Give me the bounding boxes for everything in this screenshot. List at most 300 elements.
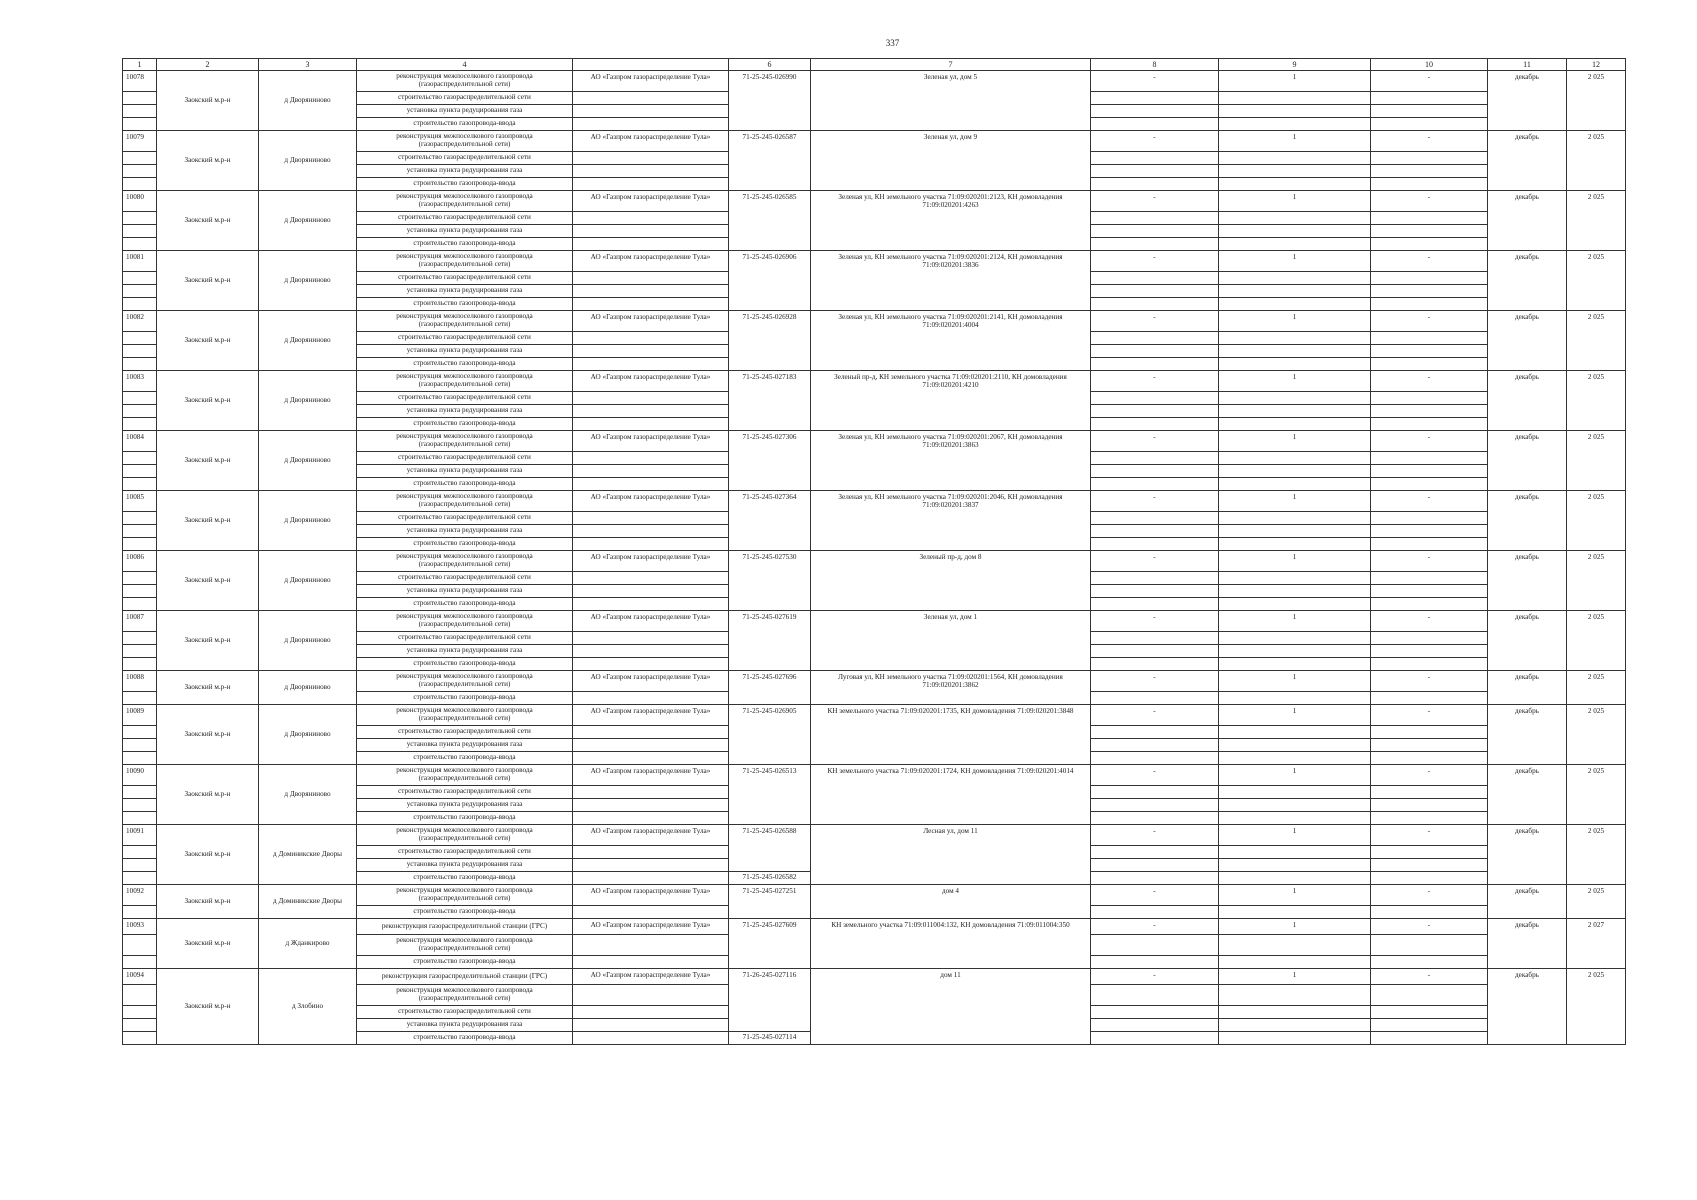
object-code-cell: 71-25-245-026588: [729, 825, 811, 872]
empty-cell: [1219, 692, 1371, 705]
month-cell: декабрь: [1488, 671, 1567, 705]
work-type-cell: установка пункта редуцирования газа: [357, 525, 573, 538]
empty-cell: [573, 786, 729, 799]
empty-cell: [573, 598, 729, 611]
col-header: 4: [357, 59, 573, 71]
empty-cell: [573, 632, 729, 645]
work-type-cell: реконструкция межпоселкового газопровода (газораспределительной сети): [357, 71, 573, 92]
record-row: [123, 969, 1626, 985]
record-row: [123, 705, 1626, 726]
work-type-cell: строительство газопровода-ввода: [357, 692, 573, 705]
org-cell: АО «Газпром газораспределение Тула»: [573, 491, 729, 512]
empty-cell: [573, 345, 729, 358]
empty-cell: [1219, 298, 1371, 311]
empty-cell: [1371, 152, 1488, 165]
empty-cell: [573, 572, 729, 585]
record-id: 10091: [123, 825, 157, 846]
year-cell: 2 025: [1567, 131, 1626, 191]
object-code-cell: 71-25-245-026906: [729, 251, 811, 311]
empty-cell: [1091, 405, 1219, 418]
district-cell: Заокский м.р-н: [157, 885, 259, 919]
empty-cell: [123, 632, 157, 645]
empty-cell: [1091, 512, 1219, 525]
empty-cell: [573, 118, 729, 131]
empty-cell: [1091, 538, 1219, 551]
record-id: 10084: [123, 431, 157, 452]
district-cell: Заокский м.р-н: [157, 251, 259, 311]
object-code-cell-2: 71-25-245-026582: [729, 872, 811, 885]
empty-cell: [1091, 452, 1219, 465]
empty-cell: [123, 859, 157, 872]
empty-cell: [1219, 358, 1371, 371]
year-cell: 2 025: [1567, 191, 1626, 251]
col10-dash: -: [1371, 191, 1488, 212]
empty-cell: [573, 692, 729, 705]
column-number-row: [123, 59, 1626, 71]
work-type-cell: строительство газораспределительной сети: [357, 452, 573, 465]
month-cell: декабрь: [1488, 311, 1567, 371]
org-cell: АО «Газпром газораспределение Тула»: [573, 611, 729, 632]
record-row: [123, 919, 1626, 935]
record-id: 10083: [123, 371, 157, 392]
work-type-cell: строительство газопровода-ввода: [357, 418, 573, 431]
village-cell: д Доминикские Дворы: [259, 825, 357, 885]
empty-cell: [1371, 345, 1488, 358]
col10-dash: -: [1371, 825, 1488, 846]
year-cell: 2 025: [1567, 71, 1626, 131]
empty-cell: [1091, 658, 1219, 671]
object-code-cell: 71-25-245-026928: [729, 311, 811, 371]
village-cell: д Доминикские Дворы: [259, 885, 357, 919]
record-row: [123, 671, 1626, 692]
empty-cell: [573, 238, 729, 251]
col9-count: 1: [1219, 551, 1371, 572]
empty-cell: [123, 786, 157, 799]
empty-cell: [1371, 405, 1488, 418]
work-type-cell: установка пункта редуцирования газа: [357, 859, 573, 872]
empty-cell: [1091, 1019, 1219, 1032]
work-type-cell: строительство газопровода-ввода: [357, 478, 573, 491]
empty-cell: [123, 538, 157, 551]
year-cell: 2 025: [1567, 765, 1626, 825]
village-cell: д Жданкирово: [259, 919, 357, 969]
district-cell: Заокский м.р-н: [157, 131, 259, 191]
empty-cell: [1371, 598, 1488, 611]
empty-cell: [1371, 572, 1488, 585]
object-code-cell: 71-25-245-027609: [729, 919, 811, 969]
empty-cell: [573, 812, 729, 825]
col9-count: 1: [1219, 71, 1371, 92]
village-cell: д Дворяниново: [259, 705, 357, 765]
work-type-cell: строительство газопровода-ввода: [357, 298, 573, 311]
empty-cell: [1219, 1006, 1371, 1019]
empty-cell: [573, 178, 729, 191]
empty-cell: [123, 105, 157, 118]
col10-dash: -: [1371, 71, 1488, 92]
object-code-cell: 71-25-245-027183: [729, 371, 811, 431]
empty-cell: [1091, 906, 1219, 919]
empty-cell: [1091, 358, 1219, 371]
org-cell: АО «Газпром газораспределение Тула»: [573, 919, 729, 935]
empty-cell: [1219, 165, 1371, 178]
district-cell: Заокский м.р-н: [157, 311, 259, 371]
col10-dash: -: [1371, 885, 1488, 906]
empty-cell: [573, 165, 729, 178]
work-type-cell: строительство газопровода-ввода: [357, 752, 573, 765]
empty-cell: [1219, 105, 1371, 118]
year-cell: 2 025: [1567, 885, 1626, 919]
empty-cell: [123, 846, 157, 859]
object-code-cell: 71-25-245-026513: [729, 765, 811, 825]
col-header: 3: [259, 59, 357, 71]
empty-cell: [573, 752, 729, 765]
district-cell: Заокский м.р-н: [157, 611, 259, 671]
work-type-cell: строительство газораспределительной сети: [357, 92, 573, 105]
empty-cell: [123, 1006, 157, 1019]
empty-cell: [1371, 525, 1488, 538]
org-cell: АО «Газпром газораспределение Тула»: [573, 191, 729, 212]
org-cell: АО «Газпром газораспределение Тула»: [573, 311, 729, 332]
empty-cell: [1219, 752, 1371, 765]
empty-cell: [1219, 512, 1371, 525]
address-cell: Лесная ул, дом 11: [811, 825, 1091, 885]
month-cell: декабрь: [1488, 919, 1567, 969]
empty-cell: [1371, 212, 1488, 225]
empty-cell: [123, 418, 157, 431]
empty-cell: [573, 105, 729, 118]
col8-dash: -: [1091, 919, 1219, 935]
empty-cell: [123, 585, 157, 598]
address-cell: Зеленый пр-д, дом 8: [811, 551, 1091, 611]
record-id: 10085: [123, 491, 157, 512]
empty-cell: [1371, 658, 1488, 671]
empty-cell: [1371, 512, 1488, 525]
empty-cell: [1219, 238, 1371, 251]
empty-cell: [573, 956, 729, 969]
empty-cell: [573, 298, 729, 311]
village-cell: д Дворяниново: [259, 371, 357, 431]
record-row: [123, 765, 1626, 786]
work-type-cell: строительство газораспределительной сети: [357, 272, 573, 285]
col10-dash: -: [1371, 431, 1488, 452]
col8-dash: -: [1091, 969, 1219, 985]
empty-cell: [1371, 1006, 1488, 1019]
empty-cell: [573, 392, 729, 405]
work-type-cell: реконструкция межпоселкового газопровода (газораспределительной сети): [357, 431, 573, 452]
record-row: [123, 71, 1626, 92]
col9-count: 1: [1219, 371, 1371, 392]
col8-dash: -: [1091, 191, 1219, 212]
village-cell: д Дворяниново: [259, 71, 357, 131]
month-cell: декабрь: [1488, 611, 1567, 671]
col8-dash: -: [1091, 705, 1219, 726]
empty-cell: [1219, 272, 1371, 285]
empty-cell: [573, 935, 729, 956]
district-cell: Заокский м.р-н: [157, 551, 259, 611]
year-cell: 2 025: [1567, 311, 1626, 371]
empty-cell: [1219, 598, 1371, 611]
village-cell: д Злобино: [259, 969, 357, 1045]
address-cell: дом 11: [811, 969, 1091, 1045]
record-row: [123, 825, 1626, 846]
object-code-cell: 71-25-245-026585: [729, 191, 811, 251]
empty-cell: [1091, 238, 1219, 251]
year-cell: 2 027: [1567, 919, 1626, 969]
col10-dash: -: [1371, 311, 1488, 332]
record-id: 10092: [123, 885, 157, 906]
col8-dash: -: [1091, 431, 1219, 452]
month-cell: декабрь: [1488, 825, 1567, 885]
empty-cell: [1219, 859, 1371, 872]
col9-count: 1: [1219, 251, 1371, 272]
work-type-cell: установка пункта редуцирования газа: [357, 799, 573, 812]
empty-cell: [1091, 812, 1219, 825]
empty-cell: [1091, 726, 1219, 739]
col9-count: 1: [1219, 131, 1371, 152]
empty-cell: [1091, 1006, 1219, 1019]
empty-cell: [1371, 538, 1488, 551]
empty-cell: [1371, 298, 1488, 311]
org-cell: АО «Газпром газораспределение Тула»: [573, 371, 729, 392]
empty-cell: [123, 392, 157, 405]
empty-cell: [1091, 1032, 1219, 1045]
object-code-cell: 71-25-245-027364: [729, 491, 811, 551]
empty-cell: [1091, 298, 1219, 311]
empty-cell: [1219, 956, 1371, 969]
work-type-cell: строительство газопровода-ввода: [357, 906, 573, 919]
village-cell: д Дворяниново: [259, 431, 357, 491]
empty-cell: [573, 645, 729, 658]
record-row: [123, 371, 1626, 392]
col9-count: 1: [1219, 885, 1371, 906]
month-cell: декабрь: [1488, 765, 1567, 825]
work-type-cell: реконструкция межпоселкового газопровода (газораспределительной сети): [357, 935, 573, 956]
work-type-cell: установка пункта редуцирования газа: [357, 645, 573, 658]
month-cell: декабрь: [1488, 969, 1567, 1045]
empty-cell: [1219, 1032, 1371, 1045]
empty-cell: [1371, 392, 1488, 405]
district-cell: Заокский м.р-н: [157, 765, 259, 825]
district-cell: Заокский м.р-н: [157, 825, 259, 885]
month-cell: декабрь: [1488, 191, 1567, 251]
record-id: 10093: [123, 919, 157, 935]
empty-cell: [1371, 1032, 1488, 1045]
work-type-cell: реконструкция межпоселкового газопровода (газораспределительной сети): [357, 251, 573, 272]
empty-cell: [1371, 478, 1488, 491]
empty-cell: [1091, 332, 1219, 345]
empty-cell: [1219, 846, 1371, 859]
work-type-cell: установка пункта редуцирования газа: [357, 165, 573, 178]
empty-cell: [1091, 752, 1219, 765]
month-cell: декабрь: [1488, 705, 1567, 765]
empty-cell: [1219, 332, 1371, 345]
address-cell: Зеленая ул, дом 9: [811, 131, 1091, 191]
org-cell: АО «Газпром газораспределение Тула»: [573, 765, 729, 786]
record-id: 10080: [123, 191, 157, 212]
empty-cell: [1219, 1019, 1371, 1032]
empty-cell: [123, 752, 157, 765]
empty-cell: [123, 238, 157, 251]
empty-cell: [1219, 585, 1371, 598]
col10-dash: -: [1371, 705, 1488, 726]
org-cell: АО «Газпром газораспределение Тула»: [573, 705, 729, 726]
empty-cell: [1219, 872, 1371, 885]
empty-cell: [1371, 935, 1488, 956]
work-type-cell: реконструкция межпоселкового газопровода (газораспределительной сети): [357, 671, 573, 692]
work-type-cell: реконструкция межпоселкового газопровода (газораспределительной сети): [357, 311, 573, 332]
address-cell: КН земельного участка 71:09:011004:132, КН домовладения 71:09:011004:350: [811, 919, 1091, 969]
empty-cell: [573, 859, 729, 872]
empty-cell: [1219, 739, 1371, 752]
empty-cell: [1091, 956, 1219, 969]
village-cell: д Дворяниново: [259, 765, 357, 825]
village-cell: д Дворяниново: [259, 251, 357, 311]
address-cell: Зеленая ул, дом 1: [811, 611, 1091, 671]
work-type-cell: строительство газораспределительной сети: [357, 572, 573, 585]
empty-cell: [1371, 956, 1488, 969]
col-header: 2: [157, 59, 259, 71]
org-cell: АО «Газпром газораспределение Тула»: [573, 671, 729, 692]
empty-cell: [123, 799, 157, 812]
col8-dash: -: [1091, 885, 1219, 906]
district-cell: Заокский м.р-н: [157, 671, 259, 705]
address-cell: КН земельного участка 71:09:020201:1735, КН домовладения 71:09:020201:3848: [811, 705, 1091, 765]
empty-cell: [123, 272, 157, 285]
address-cell: Зеленая ул, КН земельного участка 71:09:020201:2067, КН домовладения 71:09:020201:3863: [811, 431, 1091, 491]
work-type-cell: реконструкция межпоселкового газопровода (газораспределительной сети): [357, 705, 573, 726]
work-type-cell: строительство газопровода-ввода: [357, 118, 573, 131]
object-code-cell: 71-26-245-027116: [729, 969, 811, 1032]
empty-cell: [1219, 786, 1371, 799]
work-type-cell: строительство газопровода-ввода: [357, 1032, 573, 1045]
empty-cell: [1219, 418, 1371, 431]
empty-cell: [123, 956, 157, 969]
record-row: [123, 491, 1626, 512]
month-cell: декабрь: [1488, 131, 1567, 191]
empty-cell: [1091, 572, 1219, 585]
col9-count: 1: [1219, 431, 1371, 452]
empty-cell: [1091, 525, 1219, 538]
work-type-cell: строительство газораспределительной сети: [357, 512, 573, 525]
address-cell: Зеленый пр-д, КН земельного участка 71:09:020201:2110, КН домовладения 71:09:020201:4210: [811, 371, 1091, 431]
col-header: 11: [1488, 59, 1567, 71]
empty-cell: [1219, 225, 1371, 238]
village-cell: д Дворяниново: [259, 611, 357, 671]
empty-cell: [1371, 105, 1488, 118]
record-id: 10082: [123, 311, 157, 332]
empty-cell: [1219, 212, 1371, 225]
empty-cell: [1371, 645, 1488, 658]
work-type-cell: строительство газопровода-ввода: [357, 872, 573, 885]
empty-cell: [573, 739, 729, 752]
empty-cell: [573, 726, 729, 739]
district-cell: Заокский м.р-н: [157, 491, 259, 551]
empty-cell: [573, 846, 729, 859]
record-row: [123, 885, 1626, 906]
village-cell: д Дворяниново: [259, 131, 357, 191]
empty-cell: [1219, 465, 1371, 478]
col8-dash: -: [1091, 765, 1219, 786]
col10-dash: -: [1371, 371, 1488, 392]
empty-cell: [573, 452, 729, 465]
empty-cell: [1091, 225, 1219, 238]
empty-cell: [123, 478, 157, 491]
register-table: [122, 58, 1626, 1045]
empty-cell: [123, 572, 157, 585]
empty-cell: [1371, 418, 1488, 431]
empty-cell: [1219, 118, 1371, 131]
col-header: 9: [1219, 59, 1371, 71]
empty-cell: [1091, 345, 1219, 358]
empty-cell: [1371, 585, 1488, 598]
district-cell: Заокский м.р-н: [157, 71, 259, 131]
col8-dash: -: [1091, 671, 1219, 692]
empty-cell: [1091, 92, 1219, 105]
col10-dash: -: [1371, 671, 1488, 692]
col10-dash: -: [1371, 765, 1488, 786]
col10-dash: -: [1371, 491, 1488, 512]
empty-cell: [573, 1032, 729, 1045]
empty-cell: [1371, 799, 1488, 812]
empty-cell: [1219, 632, 1371, 645]
work-type-cell: реконструкция межпоселкового газопровода (газораспределительной сети): [357, 765, 573, 786]
empty-cell: [123, 345, 157, 358]
col10-dash: -: [1371, 611, 1488, 632]
col8-dash: -: [1091, 251, 1219, 272]
col-header: 8: [1091, 59, 1219, 71]
col9-count: 1: [1219, 311, 1371, 332]
work-type-cell: реконструкция межпоселкового газопровода (газораспределительной сети): [357, 611, 573, 632]
work-type-cell: установка пункта редуцирования газа: [357, 1019, 573, 1032]
work-type-cell: установка пункта редуцирования газа: [357, 345, 573, 358]
year-cell: 2 025: [1567, 431, 1626, 491]
empty-cell: [123, 92, 157, 105]
empty-cell: [1219, 525, 1371, 538]
org-cell: АО «Газпром газораспределение Тула»: [573, 251, 729, 272]
col8-dash: -: [1091, 131, 1219, 152]
empty-cell: [1371, 1019, 1488, 1032]
empty-cell: [573, 405, 729, 418]
empty-cell: [1371, 739, 1488, 752]
empty-cell: [1091, 418, 1219, 431]
col8-dash: -: [1091, 491, 1219, 512]
empty-cell: [123, 1019, 157, 1032]
empty-cell: [123, 285, 157, 298]
empty-cell: [1371, 872, 1488, 885]
empty-cell: [1219, 726, 1371, 739]
col9-count: 1: [1219, 671, 1371, 692]
month-cell: декабрь: [1488, 885, 1567, 919]
empty-cell: [1371, 906, 1488, 919]
empty-cell: [1219, 152, 1371, 165]
work-type-cell: строительство газопровода-ввода: [357, 358, 573, 371]
record-id: 10089: [123, 705, 157, 726]
col-header: 10: [1371, 59, 1488, 71]
empty-cell: [573, 799, 729, 812]
address-cell: Зеленая ул, КН земельного участка 71:09:020201:2141, КН домовладения 71:09:020201:4004: [811, 311, 1091, 371]
empty-cell: [573, 332, 729, 345]
empty-cell: [1091, 645, 1219, 658]
empty-cell: [1371, 752, 1488, 765]
org-cell: АО «Газпром газораспределение Тула»: [573, 551, 729, 572]
address-cell: Зеленая ул, КН земельного участка 71:09:020201:2123, КН домовладения 71:09:020201:4263: [811, 191, 1091, 251]
record-id: 10090: [123, 765, 157, 786]
record-row: [123, 191, 1626, 212]
empty-cell: [123, 739, 157, 752]
village-cell: д Дворяниново: [259, 191, 357, 251]
empty-cell: [123, 332, 157, 345]
empty-cell: [1091, 859, 1219, 872]
